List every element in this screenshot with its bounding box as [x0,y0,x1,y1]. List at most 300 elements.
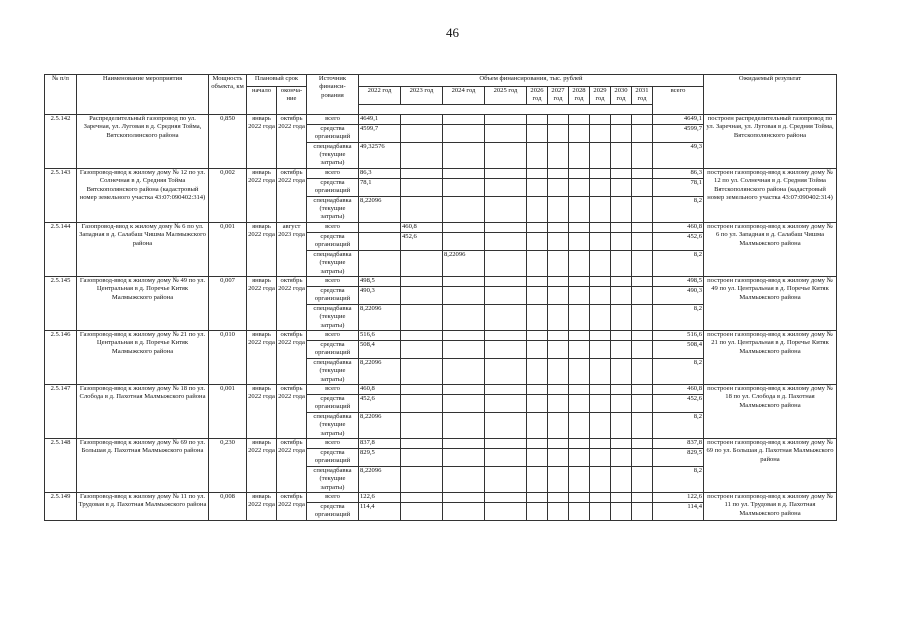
amount-2024 [443,358,485,384]
expected-result: построен распределительный газопровод по ул. Заречная, ул. Луговая в д. Средняя Тойма, Вятскополянского района [704,114,837,168]
amount-empty [548,286,569,304]
term-start: январь 2022 года [247,493,277,521]
amount-empty [485,222,527,232]
amount-empty [527,439,548,449]
amount-empty [590,449,611,467]
amount-2023 [401,304,443,330]
row-number: 2.5.142 [45,114,77,168]
amount-empty [632,330,653,340]
amount-empty [548,330,569,340]
table-row [45,384,837,394]
amount-2022: 8,22096 [359,412,401,438]
amount-empty [548,168,569,178]
finance-source: спецнадбавка (текущие затраты) [307,466,359,492]
header-year: 2030 год [611,87,632,105]
amount-empty [611,358,632,384]
amount-2024 [443,114,485,124]
amount-empty [632,449,653,467]
amount-empty [611,286,632,304]
amount-empty [611,232,632,250]
amount-2024 [443,276,485,286]
amount-empty [590,466,611,492]
amount-2023 [401,276,443,286]
amount-empty [611,250,632,276]
finance-source: всего [307,384,359,394]
finance-source: средства организаций [307,449,359,467]
amount-empty [590,394,611,412]
amount-2022: 490,3 [359,286,401,304]
header-num: № п/п [45,75,77,115]
amount-2023: 452,6 [401,232,443,250]
amount-2022: 78,1 [359,178,401,196]
expected-result: построен газопровод-ввод к жилому дому № 49 по ул. Центральная в д. Поречье Китяк Малмыжского района [704,276,837,330]
expected-result: построен газопровод-ввод к жилому дому № 12 по ул. Солнечная в д. Средняя Тойма Вятскополянского района (кадастровый номер земельного участка 43:07:090402:314) [704,168,837,222]
row-number: 2.5.148 [45,439,77,493]
amount-empty [527,503,548,521]
amount-empty [632,142,653,168]
amount-empty [548,466,569,492]
amount-empty [611,466,632,492]
amount-2022: 4649,1 [359,114,401,124]
amount-empty [527,384,548,394]
amount-empty [527,330,548,340]
page-number: 46 [446,25,459,40]
expected-result: построен газопровод-ввод к жилому дому № 11 по ул. Трудовая в д. Пахотная Малмыжского района [704,493,837,521]
amount-empty [485,276,527,286]
term-end: октябрь 2022 года [277,114,307,168]
header-year: 2024 год [443,87,485,105]
amount-empty [548,114,569,124]
amount-empty [632,358,653,384]
term-end: август 2023 года [277,222,307,276]
header-year: 2023 год [401,87,443,105]
amount-2023 [401,394,443,412]
table-row [45,493,837,503]
amount-empty [527,222,548,232]
capacity-value: 0,008 [209,493,247,521]
amount-empty [590,276,611,286]
amount-2022: 516,6 [359,330,401,340]
amount-empty [569,466,590,492]
amount-empty [590,330,611,340]
term-start: январь 2022 года [247,384,277,438]
amount-total: 4649,1 [653,114,704,124]
amount-2023 [401,340,443,358]
amount-total: 516,6 [653,330,704,340]
amount-empty [569,168,590,178]
term-end: октябрь 2022 года [277,493,307,521]
amount-empty [548,358,569,384]
amount-2023 [401,114,443,124]
header-year: 2031 год [632,87,653,105]
table-row [45,114,837,124]
event-name: Распределительный газопровод по ул. Заречная, ул. Луговая в д. Средняя Тойма, Вятскополянского района [77,114,209,168]
amount-2023: 460,8 [401,222,443,232]
amount-empty [590,412,611,438]
amount-empty [611,114,632,124]
amount-empty [548,124,569,142]
amount-empty [527,142,548,168]
amount-2024 [443,412,485,438]
amount-2024 [443,330,485,340]
amount-empty [485,384,527,394]
amount-2024 [443,493,485,503]
amount-empty [548,394,569,412]
amount-empty [632,250,653,276]
amount-empty [611,124,632,142]
header-total: всего [653,87,704,115]
amount-total: 508,4 [653,340,704,358]
amount-total: 8,2 [653,250,704,276]
amount-2023 [401,124,443,142]
amount-2022: 508,4 [359,340,401,358]
amount-total: 452,6 [653,232,704,250]
event-name: Газопровод-ввод к жилому дому № 18 по ул. Слобода в д. Пахотная Малмыжского района [77,384,209,438]
term-end: октябрь 2022 года [277,330,307,384]
amount-total: 86,3 [653,168,704,178]
amount-empty [632,503,653,521]
header-year: 2027 год [548,87,569,105]
amount-empty [569,340,590,358]
amount-2023 [401,286,443,304]
amount-2024 [443,466,485,492]
finance-source: средства организаций [307,340,359,358]
term-end: октябрь 2022 года [277,276,307,330]
amount-empty [611,276,632,286]
amount-empty [569,124,590,142]
amount-empty [527,196,548,222]
amount-empty [590,196,611,222]
amount-empty [590,286,611,304]
amount-2022: 4599,7 [359,124,401,142]
amount-empty [590,124,611,142]
amount-empty [590,250,611,276]
amount-empty [590,503,611,521]
amount-2022 [359,250,401,276]
table-row [45,222,837,232]
amount-empty [548,276,569,286]
amount-empty [548,493,569,503]
capacity-value: 0,001 [209,222,247,276]
finance-source: всего [307,330,359,340]
header-term-start: начало [247,87,277,115]
amount-empty [527,394,548,412]
amount-2022: 837,8 [359,439,401,449]
amount-empty [527,449,548,467]
amount-empty [611,168,632,178]
amount-empty [569,178,590,196]
header-volume: Объем финансирования, тыс. рублей [359,75,704,87]
amount-2024 [443,304,485,330]
amount-empty [611,493,632,503]
amount-empty [485,114,527,124]
amount-empty [590,114,611,124]
amount-2024: 8,22096 [443,250,485,276]
amount-2022 [359,232,401,250]
amount-total: 8,2 [653,358,704,384]
amount-2023 [401,466,443,492]
term-start: январь 2022 года [247,114,277,168]
finance-source: средства организаций [307,394,359,412]
amount-total: 490,3 [653,286,704,304]
finance-source: средства организаций [307,124,359,142]
finance-source: спецнадбавка (текущие затраты) [307,250,359,276]
header-year: 2025 год [485,87,527,105]
amount-2022: 8,22096 [359,466,401,492]
amount-2022 [359,222,401,232]
header-year: 2026 год [527,87,548,105]
event-name: Газопровод-ввод к жилому дому № 21 по ул. Центральная в д. Поречье Китяк Малмыжского района [77,330,209,384]
amount-empty [569,142,590,168]
amount-empty [590,232,611,250]
amount-empty [632,466,653,492]
amount-total: 114,4 [653,503,704,521]
term-start: январь 2022 года [247,276,277,330]
header-term-end: оконча-ние [277,87,307,115]
term-end: октябрь 2022 года [277,384,307,438]
finance-source: всего [307,493,359,503]
amount-empty [485,449,527,467]
finance-source: всего [307,114,359,124]
capacity-value: 0,002 [209,168,247,222]
amount-empty [485,286,527,304]
amount-empty [590,384,611,394]
amount-empty [632,232,653,250]
amount-empty [632,222,653,232]
capacity-value: 0,230 [209,439,247,493]
amount-empty [569,493,590,503]
amount-empty [569,330,590,340]
amount-empty [632,412,653,438]
event-name: Газопровод-ввод к жилому дому № 49 по ул. Центральная в д. Поречье Китяк Малмыжского района [77,276,209,330]
finance-source: всего [307,222,359,232]
amount-empty [527,250,548,276]
amount-empty [632,178,653,196]
amount-empty [569,358,590,384]
amount-total: 829,5 [653,449,704,467]
amount-empty [485,358,527,384]
amount-2024 [443,168,485,178]
finance-source: спецнадбавка (текущие затраты) [307,358,359,384]
amount-empty [485,232,527,250]
finance-source: спецнадбавка (текущие затраты) [307,196,359,222]
expected-result: построен газопровод-ввод к жилому дому № 69 по ул. Большая д. Пахотная Малмыжского района [704,439,837,493]
amount-empty [527,358,548,384]
amount-empty [632,384,653,394]
amount-empty [569,384,590,394]
amount-empty [527,412,548,438]
amount-2022: 452,6 [359,394,401,412]
amount-total: 122,6 [653,493,704,503]
amount-total: 8,2 [653,466,704,492]
amount-total: 498,5 [653,276,704,286]
amount-empty [569,232,590,250]
amount-2023 [401,412,443,438]
amount-empty [632,304,653,330]
amount-2022: 8,22096 [359,196,401,222]
amount-empty [632,493,653,503]
amount-empty [485,394,527,412]
amount-2024 [443,142,485,168]
amount-empty [611,178,632,196]
amount-2023 [401,449,443,467]
amount-total: 8,2 [653,196,704,222]
event-name: Газопровод-ввод к жилому дому № 6 по ул. Западная в д. Салабаш Чишма Малмыжского района [77,222,209,276]
expected-result: построен газопровод-ввод к жилому дому № 21 по ул. Центральная в д. Поречье Китяк Малмыжского района [704,330,837,384]
amount-empty [569,304,590,330]
amount-empty [485,142,527,168]
amount-empty [590,493,611,503]
finance-source: всего [307,168,359,178]
amount-empty [485,503,527,521]
amount-empty [569,196,590,222]
amount-2024 [443,196,485,222]
amount-2024 [443,232,485,250]
amount-empty [632,439,653,449]
header-year: 2022 год [359,87,401,105]
amount-2022: 122,6 [359,493,401,503]
amount-empty [527,493,548,503]
amount-total: 78,1 [653,178,704,196]
amount-empty [485,124,527,142]
table-row [45,439,837,449]
amount-empty [569,503,590,521]
amount-empty [485,250,527,276]
header-year: 2029 год [590,87,611,105]
expected-result: построен газопровод-ввод к жилому дому № 18 по ул. Слобода в д. Пахотная Малмыжского района [704,384,837,438]
amount-empty [590,358,611,384]
amount-empty [590,178,611,196]
finance-source: спецнадбавка (текущие затраты) [307,304,359,330]
amount-2023 [401,250,443,276]
amount-empty [485,412,527,438]
amount-2022: 460,8 [359,384,401,394]
amount-total: 837,8 [653,439,704,449]
amount-empty [632,168,653,178]
amount-empty [527,340,548,358]
amount-2024 [443,178,485,196]
header-year: 2028 год [569,87,590,105]
amount-2022: 86,3 [359,168,401,178]
amount-empty [611,384,632,394]
amount-empty [548,439,569,449]
amount-empty [548,142,569,168]
amount-empty [632,114,653,124]
amount-empty [590,142,611,168]
amount-total: 4599,7 [653,124,704,142]
amount-2022: 498,5 [359,276,401,286]
amount-empty [590,222,611,232]
row-number: 2.5.149 [45,493,77,521]
amount-total: 452,6 [653,394,704,412]
amount-empty [632,196,653,222]
capacity-value: 0,001 [209,384,247,438]
amount-empty [485,304,527,330]
amount-empty [611,222,632,232]
event-name: Газопровод-ввод к жилому дому № 69 по ул. Большая д. Пахотная Малмыжского района [77,439,209,493]
amount-empty [611,142,632,168]
amount-2024 [443,503,485,521]
amount-empty [590,168,611,178]
amount-2023 [401,168,443,178]
amount-empty [527,114,548,124]
amount-2022: 114,4 [359,503,401,521]
amount-empty [611,503,632,521]
amount-empty [485,168,527,178]
amount-2024 [443,124,485,142]
amount-2023 [401,358,443,384]
amount-empty [527,124,548,142]
term-start: январь 2022 года [247,330,277,384]
amount-empty [569,276,590,286]
finance-source: средства организаций [307,178,359,196]
amount-empty [527,178,548,196]
capacity-value: 0,850 [209,114,247,168]
row-number: 2.5.145 [45,276,77,330]
header-capacity: Мощность объекта, км [209,75,247,115]
amount-empty [569,114,590,124]
amount-empty [485,178,527,196]
amount-empty [590,340,611,358]
amount-empty [632,124,653,142]
amount-total: 460,8 [653,384,704,394]
header-name: Наименование мероприятия [77,75,209,115]
amount-empty [569,222,590,232]
finance-source: средства организаций [307,286,359,304]
amount-2022: 8,22096 [359,304,401,330]
amount-empty [611,439,632,449]
amount-2023 [401,384,443,394]
amount-empty [590,304,611,330]
amount-2023 [401,178,443,196]
amount-2024 [443,394,485,412]
amount-total: 8,2 [653,304,704,330]
amount-2023 [401,196,443,222]
amount-empty [527,276,548,286]
event-name: Газопровод-ввод к жилому дому № 12 по ул. Солнечная в д. Средняя Тойма Вятскополянского района (кадастровый номер земельного участка 43:07:090402:314) [77,168,209,222]
amount-2024 [443,449,485,467]
amount-empty [527,286,548,304]
amount-empty [611,394,632,412]
amount-2024 [443,384,485,394]
row-number: 2.5.143 [45,168,77,222]
amount-empty [527,168,548,178]
amount-empty [548,250,569,276]
amount-empty [548,232,569,250]
amount-empty [548,304,569,330]
amount-empty [632,394,653,412]
amount-2024 [443,222,485,232]
amount-2024 [443,340,485,358]
amount-2023 [401,493,443,503]
amount-empty [611,304,632,330]
amount-empty [548,178,569,196]
amount-empty [611,412,632,438]
amount-empty [548,222,569,232]
event-name: Газопровод-ввод к жилому дому № 11 по ул. Трудовая в д. Пахотная Малмыжского района [77,493,209,521]
term-start: январь 2022 года [247,439,277,493]
amount-empty [611,340,632,358]
amount-empty [527,232,548,250]
amount-2024 [443,286,485,304]
amount-2024 [443,439,485,449]
term-start: январь 2022 года [247,168,277,222]
finance-source: средства организаций [307,503,359,521]
amount-empty [548,449,569,467]
amount-empty [590,439,611,449]
amount-empty [569,250,590,276]
row-number: 2.5.144 [45,222,77,276]
